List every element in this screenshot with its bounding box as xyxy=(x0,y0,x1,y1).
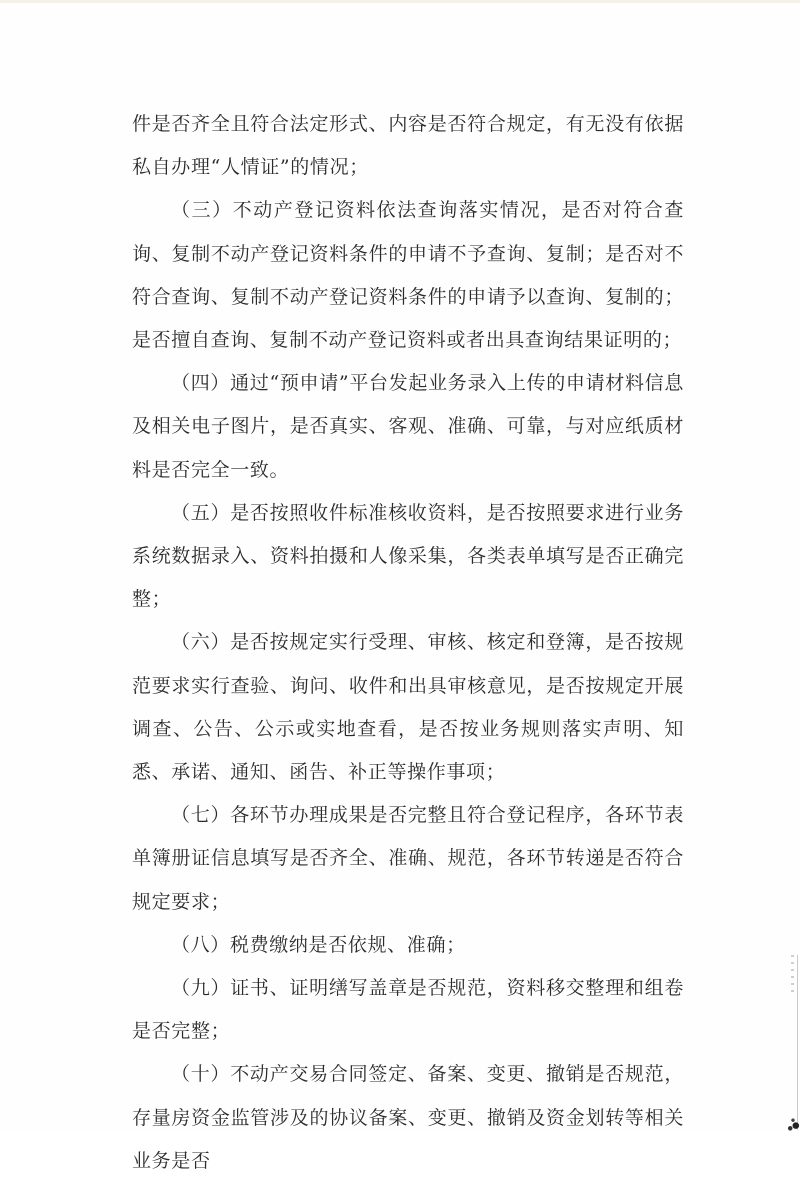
scan-edge-line xyxy=(797,955,798,1130)
scan-edge-specks xyxy=(791,955,794,995)
scan-corner-mark xyxy=(786,1113,800,1131)
document-body xyxy=(132,103,684,1183)
paragraph-item-9: （九）证书、证明缮写盖章是否规范，资料移交整理和组卷是否完整； xyxy=(132,977,684,1043)
paragraph-item-6: （六）是否按规定实行受理、审核、核定和登簿，是否按规范要求实行查验、询问、收件和出具审核意见，是否按规定开展调查、公告、公示或实地查看，是否按业务规则落实声明、知悉、承诺、通知、函告、补正等操作事项； xyxy=(132,631,684,784)
paragraph-item-7: （七）各环节办理成果是否完整且符合登记程序，各环节表单簿册证信息填写是否齐全、准确、规范，各环节转递是否符合规定要求； xyxy=(132,804,684,913)
scan-edge-tint xyxy=(0,0,800,3)
paragraph-item-3: （三）不动产登记资料依法查询落实情况，是否对符合查询、复制不动产登记资料条件的申请不予查询、复制；是否对不符合查询、复制不动产登记资料条件的申请予以查询、复制的；是否擅自查询、复制不动产登记资料或者出具查询结果证明的； xyxy=(132,199,684,352)
paragraph-item-4: （四）通过“预申请”平台发起业务录入上传的申请材料信息及相关电子图片，是否真实、客观、准确、可靠，与对应纸质材料是否完全一致。 xyxy=(132,372,684,481)
paragraph-continuation: 件是否齐全且符合法定形式、内容是否符合规定，有无没有依据私自办理“人情证”的情况； xyxy=(132,113,684,179)
paragraph-item-8: （八）税费缴纳是否依规、准确； xyxy=(171,933,466,956)
paragraph-item-5: （五）是否按照收件标准核收资料，是否按照要求进行业务系统数据录入、资料拍摄和人像采集，各类表单填写是否正确完整； xyxy=(132,501,684,611)
paragraph-item-10: （十）不动产交易合同签定、备案、变更、撤销是否规范，存量房资金监管涉及的协议备案、变更、撤销及资金划转等相关业务是否 xyxy=(132,1063,684,1172)
